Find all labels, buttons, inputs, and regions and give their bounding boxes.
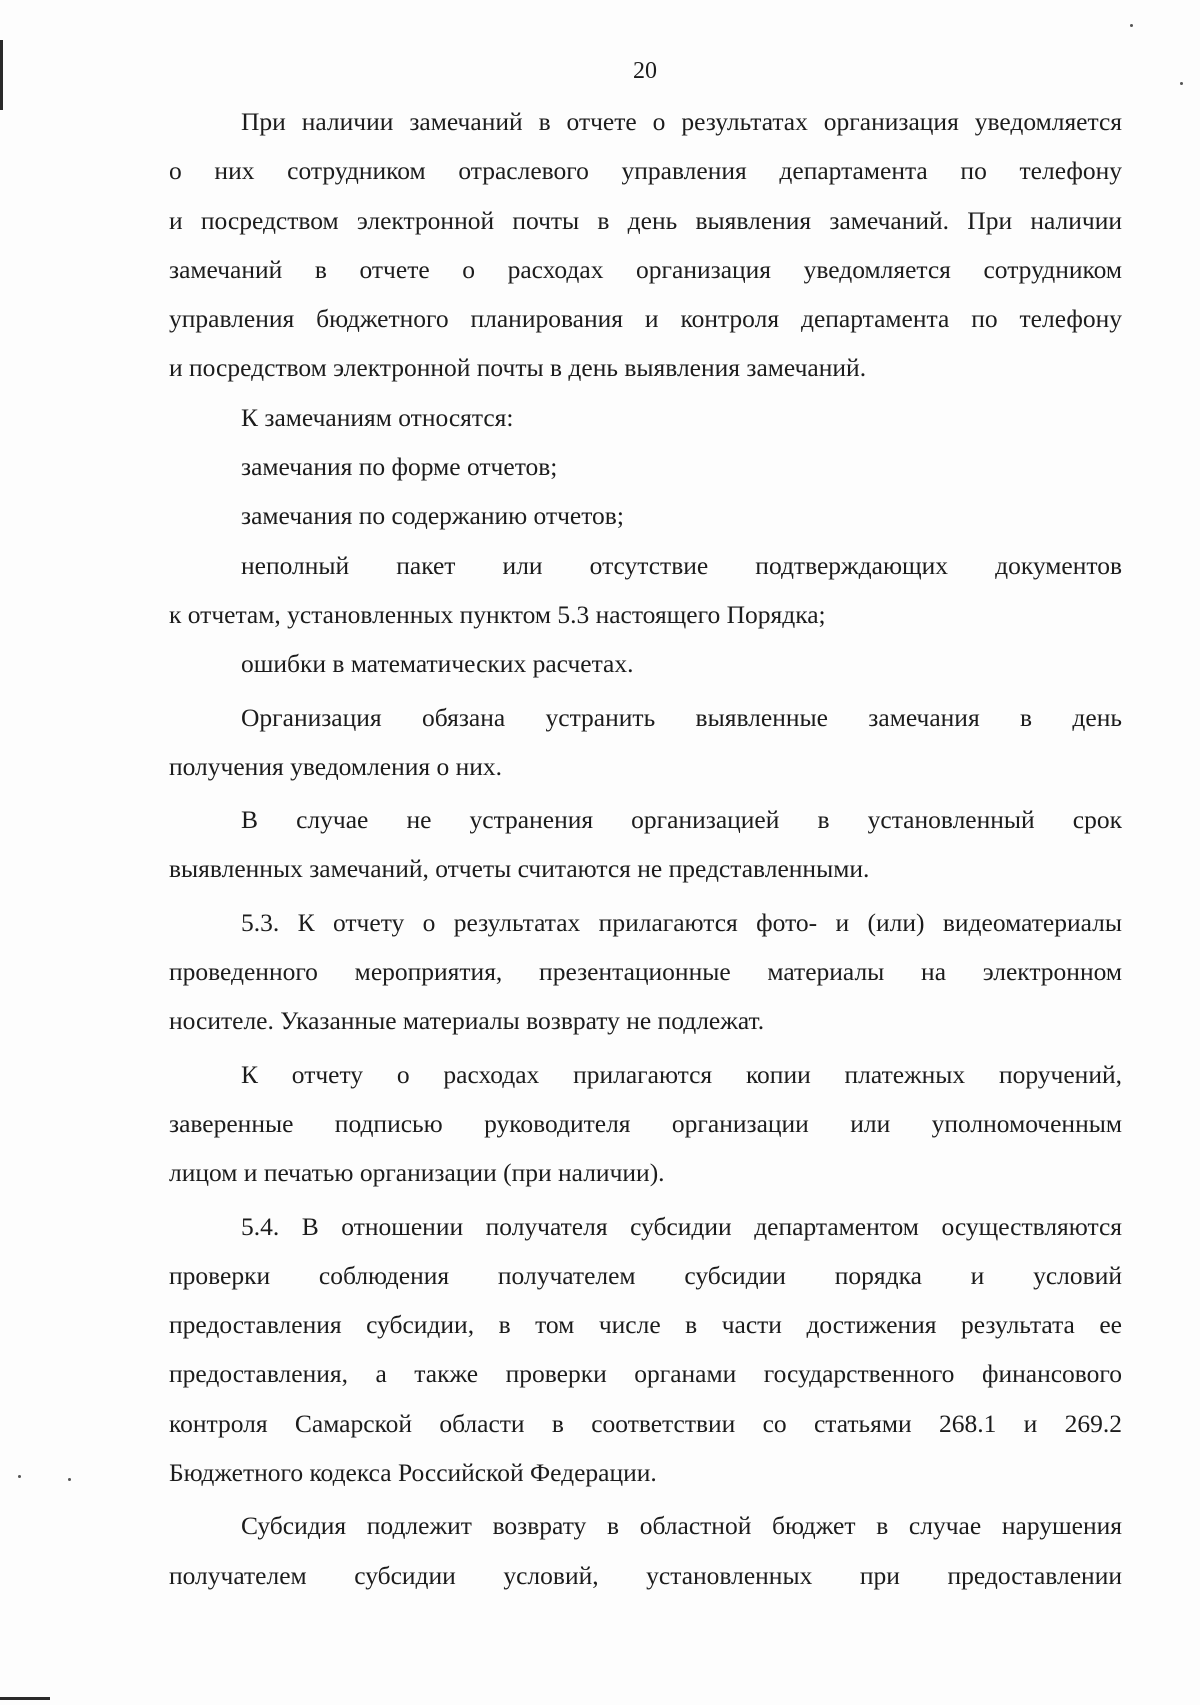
text-line: Субсидия подлежит возврату в областной бюджет в случае нарушения	[241, 1511, 1122, 1541]
text-line: получения уведомления о них.	[169, 751, 503, 781]
text-line: лицом и печатью организации (при наличии).	[169, 1158, 665, 1188]
text-line: Организация обязана устранить выявленные замечания в день	[241, 702, 1122, 732]
scan-speck	[1130, 24, 1133, 27]
text-line: выявленных замечаний, отчеты считаются не представленными.	[169, 854, 870, 884]
text-line: Бюджетного кодекса Российской Федерации.	[169, 1458, 657, 1488]
text-line: и посредством электронной почты в день выявления замечаний.	[169, 353, 867, 383]
text-line: предоставления, а также проверки органами государственного финансового	[169, 1359, 1122, 1389]
text-line: проверки соблюдения получателем субсидии порядка и условий	[169, 1260, 1122, 1290]
text-line: и посредством электронной почты в день выявления замечаний. При наличии	[169, 205, 1122, 235]
text-line: контроля Самарской области в соответствии со статьями 268.1 и 269.2	[169, 1408, 1122, 1438]
text-line: К замечаниям относятся:	[241, 402, 514, 432]
text-line: В случае не устранения организацией в установленный срок	[241, 805, 1122, 835]
text-line: носителе. Указанные материалы возврату не подлежат.	[169, 1006, 765, 1036]
text-line: предоставления субсидии, в том числе в части достижения результата ее	[169, 1310, 1122, 1340]
scan-speck	[18, 1475, 21, 1478]
text-line: При наличии замечаний в отчете о результатах организация уведомляется	[241, 107, 1122, 136]
text-line: 5.3. К отчету о результатах прилагаются фото- и (или) видеоматериалы	[241, 907, 1122, 937]
text-line: замечания по содержанию отчетов;	[241, 501, 624, 531]
text-line: замечаний в отчете о расходах организация уведомляется сотрудником	[169, 254, 1122, 284]
text-line: заверенные подписью руководителя организации или уполномоченным	[169, 1108, 1122, 1138]
page-number: 20	[633, 58, 657, 84]
scan-speck	[68, 1478, 71, 1481]
text-line: о них сотрудником отраслевого управления департамента по телефону	[169, 156, 1122, 186]
text-line: ошибки в математических расчетах.	[241, 649, 634, 679]
text-line: получателем субсидии условий, установленных при предоставлении	[169, 1560, 1122, 1590]
text-line: неполный пакет или отсутствие подтверждающих документов	[241, 550, 1122, 580]
document-body	[169, 97, 1122, 1600]
text-line: К отчету о расходах прилагаются копии платежных поручений,	[241, 1059, 1122, 1089]
text-line: проведенного мероприятия, презентационные материалы на электронном	[169, 957, 1122, 987]
text-line: к отчетам, установленных пунктом 5.3 настоящего Порядка;	[169, 599, 826, 629]
text-line: 5.4. В отношении получателя субсидии департаментом осуществляются	[241, 1211, 1122, 1241]
text-line: управления бюджетного планирования и контроля департамента по телефону	[169, 304, 1122, 334]
scan-edge-mark	[0, 1697, 50, 1700]
text-line: замечания по форме отчетов;	[241, 452, 558, 482]
